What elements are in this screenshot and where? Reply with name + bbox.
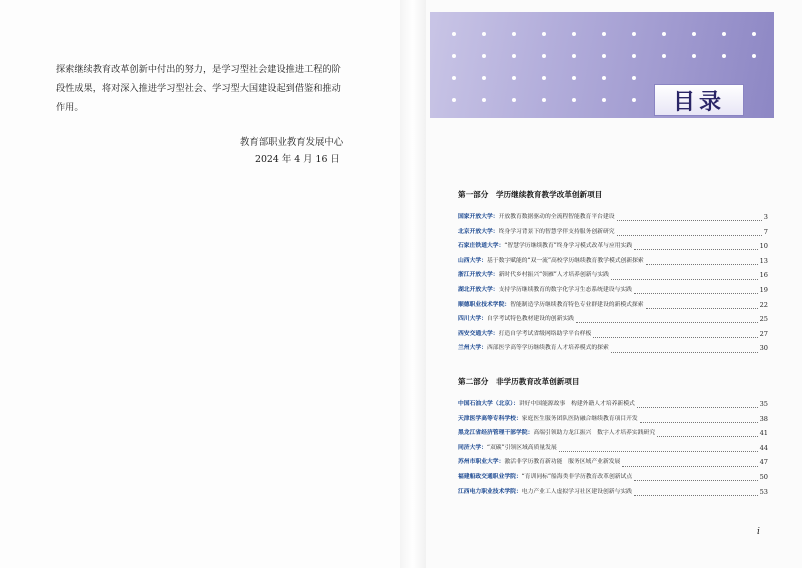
toc-entry-leader <box>576 315 758 323</box>
banner-dot <box>482 98 486 102</box>
toc-entry[interactable] <box>458 441 768 456</box>
toc-entry-title: “双碳”引领区域高质量发展 <box>487 444 557 451</box>
toc-entry-page: 19 <box>759 285 768 294</box>
banner-dot <box>632 98 636 102</box>
toc-entry-page: 16 <box>759 271 768 280</box>
part-2-heading: 第二部分 非学历教育改革创新项目 <box>458 377 580 386</box>
toc-entry-title: 基于数字赋能的“双一流”高校学历继续教育教学模式创新探索 <box>487 257 644 264</box>
toc-entry[interactable] <box>458 312 768 327</box>
part-2-entries <box>458 397 768 499</box>
toc-entry-institution: 四川大学： <box>458 316 487 323</box>
banner-dot <box>632 32 636 36</box>
toc-entry-title: 家庭医生服务团队医防融合继续教育项目开发 <box>521 415 638 422</box>
toc-entry-leader <box>657 429 757 437</box>
toc-entry[interactable] <box>458 254 768 269</box>
banner-dot <box>632 76 636 80</box>
toc-entry-title: 电力产业工人虚拟学习社区建设创新与实践 <box>521 488 632 495</box>
toc-entry-title: 讲好中国能源故事 构建外籍人才培养新模式 <box>518 401 635 407</box>
banner-dot <box>512 32 516 36</box>
toc-entry-page: 53 <box>759 487 768 496</box>
banner-dot <box>452 76 456 80</box>
toc-entry-title: 激活非学历教育新功能 服务区域产业新发展 <box>504 459 621 466</box>
toc-entry-institution: 兰州大学： <box>458 345 487 352</box>
toc-entry[interactable] <box>458 341 768 356</box>
toc-entry-title: “智慧学历继续教育”终身学习模式改革与应用实践 <box>504 243 633 250</box>
banner-dot <box>572 32 576 36</box>
toc-entry-title: 开放教育数据驱动的全流程智能教育平台建设 <box>498 214 615 220</box>
banner-dot <box>722 54 726 58</box>
toc-entry-title: 智能制造学历继续教育特色专业群建设的新模式探索 <box>510 301 644 308</box>
banner-dot <box>542 76 546 80</box>
banner-dot <box>482 76 486 80</box>
toc-entry-leader <box>634 286 758 294</box>
toc-entry-page: 38 <box>759 414 768 423</box>
toc-entry-title: 高端引领助力龙江振兴 数字人才培养实践研究 <box>533 430 656 437</box>
toc-entry-page: 10 <box>759 242 768 251</box>
toc-entry-leader <box>637 400 758 408</box>
banner-dot <box>632 54 636 58</box>
toc-entry-page: 13 <box>759 256 768 265</box>
banner-dot <box>692 32 696 36</box>
banner-dot <box>602 32 606 36</box>
banner-dot <box>452 32 456 36</box>
banner-dot <box>512 98 516 102</box>
banner-dot <box>572 54 576 58</box>
toc-entry-institution: 黑龙江省经济管理干部学院： <box>458 430 534 437</box>
banner-dot <box>602 98 606 102</box>
toc-entry-title: 自学考试特色教材建设的创新实践 <box>487 316 574 323</box>
toc-entry-title: “育训同标”船海类非学历教育改革创新试点 <box>521 473 633 480</box>
toc-entry-page: 50 <box>759 472 768 481</box>
banner-dot <box>572 98 576 102</box>
banner-dot <box>662 32 666 36</box>
toc-banner <box>430 12 774 118</box>
toc-entry-institution: 福建船政交通职业学院： <box>458 473 522 480</box>
toc-entry-leader <box>634 488 758 496</box>
banner-dot <box>482 32 486 36</box>
toc-entry-leader <box>617 228 762 236</box>
toc-entry-title: 终身学习背景下的智慧学伴支持服务创新研究 <box>498 228 615 235</box>
toc-entry-page: 22 <box>759 300 768 309</box>
toc-entry[interactable] <box>458 327 768 342</box>
toc-entry-page: 25 <box>759 315 768 324</box>
toc-entry-leader <box>640 415 758 423</box>
toc-entry[interactable] <box>458 298 768 313</box>
part-1-entries <box>458 210 768 356</box>
book-gutter <box>400 0 426 568</box>
toc-entry[interactable] <box>458 426 768 441</box>
banner-dot <box>572 76 576 80</box>
toc-entry[interactable] <box>458 239 768 254</box>
toc-entry[interactable] <box>458 225 768 240</box>
toc-part-2 <box>458 375 768 499</box>
banner-dot <box>542 98 546 102</box>
toc-entry-leader <box>622 459 757 467</box>
toc-entry[interactable] <box>458 283 768 298</box>
banner-dot <box>482 54 486 58</box>
toc-entry-institution: 西安交通大学： <box>458 330 499 337</box>
toc-entry-leader <box>617 213 762 221</box>
banner-dot <box>512 76 516 80</box>
toc-entry[interactable] <box>458 397 768 412</box>
toc-entry-leader <box>646 257 758 265</box>
toc-entry-leader <box>611 345 758 353</box>
banner-dot <box>452 54 456 58</box>
banner-dot <box>602 76 606 80</box>
banner-dot <box>722 32 726 36</box>
signature-block <box>240 134 343 168</box>
toc-part-1 <box>458 188 768 356</box>
banner-dot <box>512 54 516 58</box>
toc-entry-institution: 浙江开放大学： <box>458 272 499 279</box>
toc-entry[interactable] <box>458 412 768 427</box>
banner-dot <box>752 54 756 58</box>
toc-entry[interactable] <box>458 485 768 500</box>
toc-entry-page: 30 <box>759 344 768 353</box>
toc-entry-institution: 北京开放大学： <box>458 228 499 235</box>
toc-entry-leader <box>593 330 757 338</box>
banner-dot <box>662 54 666 58</box>
paragraph-line-2: 段性成果，将对深入推进学习型社会、学习型大国建设起到借鉴和推动 <box>56 83 341 94</box>
toc-entry-leader <box>646 301 758 309</box>
toc-entry-institution: 天津医学高等专科学校： <box>458 415 522 422</box>
toc-entry-page: 27 <box>759 329 768 338</box>
toc-title: 目录 <box>672 89 725 115</box>
toc-entry-institution: 山西大学： <box>458 257 487 264</box>
toc-entry-institution: 石家庄铁道大学： <box>458 243 505 250</box>
toc-entry[interactable] <box>458 470 768 485</box>
toc-entry-leader <box>634 242 757 250</box>
toc-entry-institution: 国家开放大学： <box>458 214 499 220</box>
page-number: i <box>757 527 760 537</box>
signature-org: 教育部职业教育发展中心 <box>240 137 344 148</box>
toc-entry-leader <box>611 272 758 280</box>
toc-entry-page: 41 <box>759 429 768 438</box>
toc-entry-institution: 同济大学： <box>458 444 487 451</box>
signature-date: 2024 年 4 月 16 日 <box>255 154 340 165</box>
toc-entry[interactable] <box>458 210 768 225</box>
toc-entry-institution: 顺德职业技术学院： <box>458 301 511 308</box>
toc-entry-institution: 苏州市职业大学： <box>458 459 505 466</box>
toc-entry-title: 新时代乡村振兴“领雁”人才培养创新与实践 <box>498 272 609 279</box>
paragraph-line-3: 作用。 <box>56 102 84 113</box>
toc-entry-leader <box>634 473 757 481</box>
banner-dot <box>752 32 756 36</box>
toc-entry-title: 支持学历继续教育的数字化学习生态系统建设与实践 <box>498 286 632 293</box>
paragraph-line-1: 探索继续教育改革创新中付出的努力，是学习型社会建设推进工程的阶 <box>56 64 341 75</box>
banner-dot <box>542 32 546 36</box>
toc-entry-leader <box>559 444 758 452</box>
toc-entry[interactable] <box>458 268 768 283</box>
banner-dot <box>452 98 456 102</box>
banner-dot <box>542 54 546 58</box>
banner-dot <box>602 54 606 58</box>
banner-dot <box>692 54 696 58</box>
toc-entry-institution: 中国石油大学（北京）： <box>458 401 519 407</box>
toc-entry-title: 打造自学考试省级网络助学平台样板 <box>498 330 592 337</box>
toc-entry-title: 西部医学高等学历继续教育人才培养模式的探索 <box>487 345 609 352</box>
toc-entry[interactable] <box>458 455 768 470</box>
closing-paragraph <box>56 60 366 117</box>
toc-entry-institution: 江西电力职业技术学院： <box>458 488 522 495</box>
toc-entry-page: 47 <box>759 458 768 467</box>
toc-entry-page: 7 <box>763 227 768 236</box>
toc-entry-institution: 湖北开放大学： <box>458 286 499 293</box>
part-1-heading: 第一部分 学历继续教育教学改革创新项目 <box>458 190 603 199</box>
toc-entry-page: 44 <box>759 443 768 452</box>
toc-title-box <box>654 84 744 116</box>
toc-entry-page: 35 <box>759 400 768 408</box>
toc-entry-page: 3 <box>763 213 768 221</box>
